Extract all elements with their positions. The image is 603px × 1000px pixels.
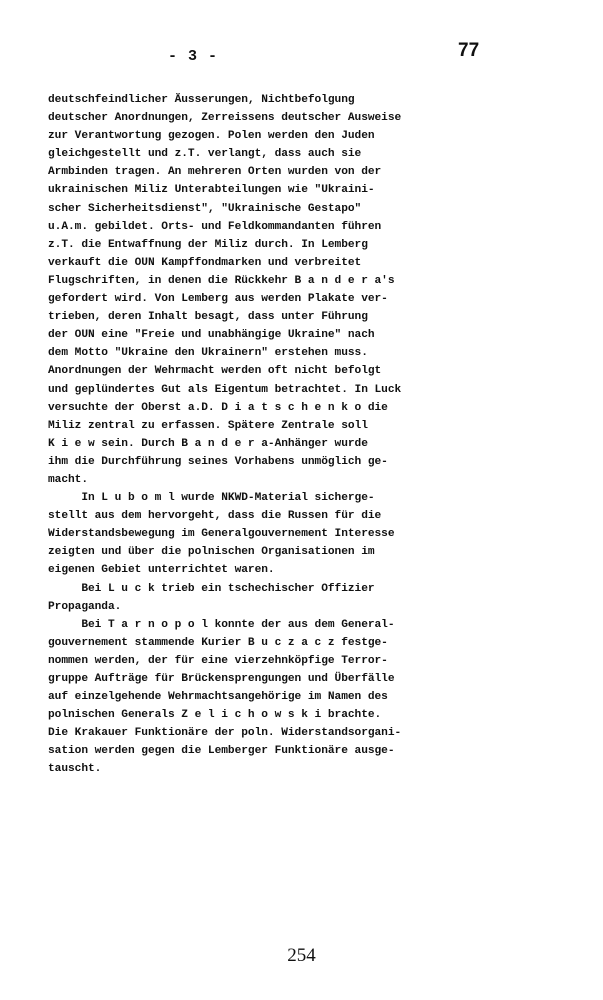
text-line: Anordnungen der Wehrmacht werden oft nicht befolgt xyxy=(48,365,382,378)
text-line: sation werden gegen die Lemberger Funktionäre ausge- xyxy=(48,745,395,758)
text-line: deutscher Anordnungen, Zerreissens deutscher Ausweise xyxy=(48,112,402,125)
text-line: z.T. die Entwaffnung der Miliz durch. In Lemberg xyxy=(48,238,368,251)
text-line: deutschfeindlicher Äusserungen, Nichtbefolgung xyxy=(48,94,355,106)
text-line: Miliz zentral zu erfassen. Spätere Zentrale soll xyxy=(48,419,368,432)
text-line: gruppe Aufträge für Brückensprengungen und Überfälle xyxy=(48,673,395,685)
text-line: zur Verantwortung gezogen. Polen werden den Juden xyxy=(48,130,375,143)
text-line: versuchte der Oberst a.D. D i a t s c h e n k o die xyxy=(48,401,388,414)
text-line: Widerstandsbewegung im Generalgouvernement Interesse xyxy=(48,528,395,541)
text-line: verkauft die OUN Kampffondmarken und verbreitet xyxy=(48,256,362,269)
text-line: trieben, deren Inhalt besagt, dass unter Führung xyxy=(48,311,368,324)
text-line: dem Motto "Ukraine den Ukrainern" erstehen muss. xyxy=(48,347,368,360)
text-line: auf einzelgehende Wehrmachtsangehörige im Namen des xyxy=(48,691,388,704)
folio-number: 77 xyxy=(458,40,480,61)
text-line: In L u b o m l wurde NKWD-Material sicherge- xyxy=(48,492,375,505)
text-line: gleichgestellt und z.T. verlangt, dass auch sie xyxy=(48,148,362,161)
text-line: und geplündertes Gut als Eigentum betrachtet. In Luck xyxy=(48,383,402,396)
text-line: K i e w sein. Durch B a n d e r a-Anhänger wurde xyxy=(48,437,368,450)
text-line: ihm die Durchführung seines Vorhabens unmöglich ge- xyxy=(48,455,388,468)
text-line: Armbinden tragen. An mehreren Orten wurden von der xyxy=(48,166,382,179)
text-line: zeigten und über die polnischen Organisationen im xyxy=(48,546,375,559)
text-line: Bei L u c k trieb ein tschechischer Offizier xyxy=(48,582,375,595)
text-line: gefordert wird. Von Lemberg aus werden Plakate ver- xyxy=(48,293,388,306)
text-line: macht. xyxy=(48,473,88,486)
text-line: der OUN eine "Freie und unabhängige Ukraine" nach xyxy=(48,329,375,342)
text-line: Propaganda. xyxy=(48,600,122,613)
text-line: ukrainischen Miliz Unterabteilungen wie "Ukraini- xyxy=(48,184,375,197)
text-line: tauscht. xyxy=(48,763,102,776)
text-line: polnischen Generals Z e l i c h o w s k i brachte. xyxy=(48,709,382,722)
text-line: nommen werden, der für eine vierzehnköpfige Terror- xyxy=(48,654,388,667)
text-line: stellt aus dem hervorgeht, dass die Russen für die xyxy=(48,510,382,523)
text-line: Die Krakauer Funktionäre der poln. Widerstandsorgani- xyxy=(48,727,402,740)
text-line: Bei T a r n o p o l konnte der aus dem General- xyxy=(48,618,395,631)
text-line: Flugschriften, in denen die Rückkehr B a n d e r a's xyxy=(48,274,395,287)
text-line: gouvernement stammende Kurier B u c z a c z festge- xyxy=(48,636,388,649)
text-line: eigenen Gebiet unterrichtet waren. xyxy=(48,564,275,577)
page-number: 254 xyxy=(287,945,316,966)
text-line: scher Sicherheitsdienst", "Ukrainische Gestapo" xyxy=(48,202,362,215)
body-text xyxy=(48,91,563,779)
text-line: u.A.m. gebildet. Orts- und Feldkommandanten führen xyxy=(48,220,382,233)
page-marker: - 3 - xyxy=(168,48,219,65)
